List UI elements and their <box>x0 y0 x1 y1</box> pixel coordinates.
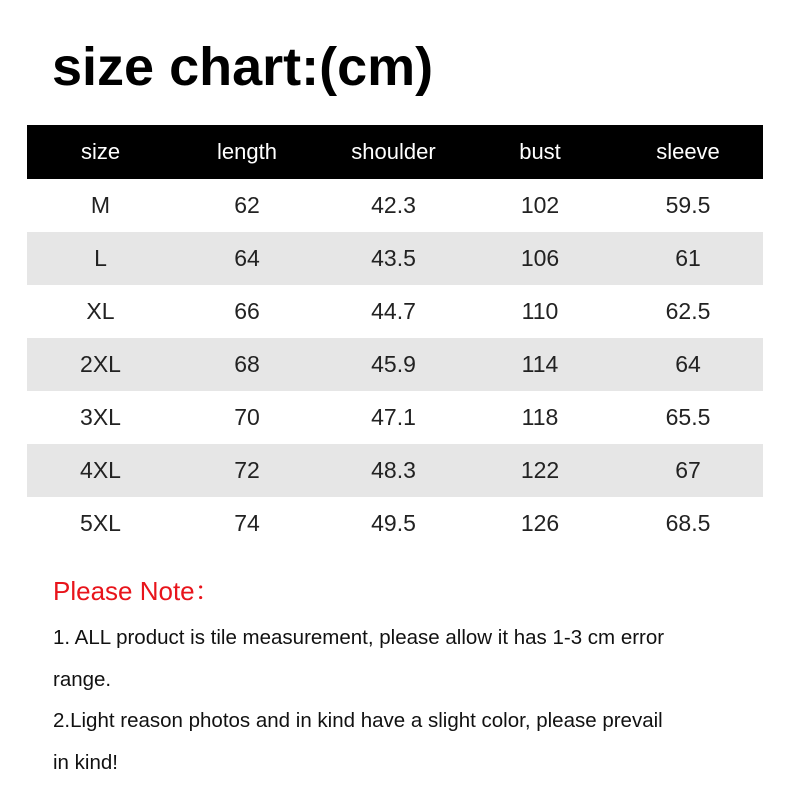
table-row <box>27 285 763 338</box>
note-line: 2.Light reason photos and in kind have a slight color, please prevail <box>53 709 663 732</box>
shoulder-cell: 44.7 <box>371 298 416 324</box>
shoulder-cell: 45.9 <box>371 351 416 377</box>
page-title: size chart:(cm) <box>52 37 434 97</box>
size-cell: L <box>94 245 107 271</box>
table-row <box>27 391 763 444</box>
note-line: 1. ALL product is tile measurement, please allow it has 1-3 cm error <box>53 626 665 649</box>
table-row <box>27 497 763 550</box>
length-cell: 70 <box>234 404 260 430</box>
shoulder-cell: 48.3 <box>371 457 416 483</box>
bust-cell: 126 <box>520 510 560 536</box>
shoulder-cell: 42.3 <box>371 192 416 218</box>
sleeve-cell: 61 <box>675 245 701 271</box>
shoulder-cell: 43.5 <box>371 245 416 271</box>
length-cell: 72 <box>234 457 260 483</box>
table-row <box>27 232 763 285</box>
note-line: range. <box>53 667 112 691</box>
shoulder-cell: 47.1 <box>371 404 416 430</box>
size-cell: 5XL <box>80 510 121 536</box>
length-cell: 74 <box>234 510 260 536</box>
bust-cell: 102 <box>520 192 560 218</box>
sleeve-cell: 64 <box>675 351 701 377</box>
sleeve-cell: 59.5 <box>665 192 711 218</box>
size-cell: 2XL <box>80 351 121 377</box>
note-line: in kind! <box>53 750 118 774</box>
column-header-sleeve: sleeve <box>656 139 720 164</box>
bust-cell: 110 <box>521 298 559 324</box>
sleeve-cell: 68.5 <box>665 510 711 536</box>
bust-cell: 118 <box>521 404 559 430</box>
bust-cell: 106 <box>520 245 560 271</box>
size-cell: 4XL <box>80 457 121 483</box>
bust-cell: 122 <box>520 457 560 483</box>
bust-cell: 114 <box>521 351 559 377</box>
length-cell: 68 <box>234 351 260 377</box>
length-cell: 62 <box>234 192 260 218</box>
table-row <box>27 444 763 497</box>
sleeve-cell: 67 <box>675 457 701 483</box>
size-cell: 3XL <box>80 404 121 430</box>
table-row <box>27 338 763 391</box>
column-header-length: length <box>217 139 277 164</box>
table-row <box>27 179 763 232</box>
column-header-size: size <box>80 139 121 164</box>
column-header-bust: bust <box>519 139 561 164</box>
sleeve-cell: 62.5 <box>665 298 711 324</box>
size-cell: XL <box>86 298 115 324</box>
note-text <box>53 617 783 783</box>
length-cell: 64 <box>234 245 260 271</box>
note-heading: Please Note： <box>53 576 221 606</box>
column-header-shoulder: shoulder <box>351 139 436 164</box>
size-cell: M <box>90 192 111 218</box>
length-cell: 66 <box>234 298 260 324</box>
sleeve-cell: 65.5 <box>665 404 711 430</box>
table-header-row <box>27 125 763 179</box>
size-chart-table <box>27 125 763 550</box>
shoulder-cell: 49.5 <box>371 510 416 536</box>
